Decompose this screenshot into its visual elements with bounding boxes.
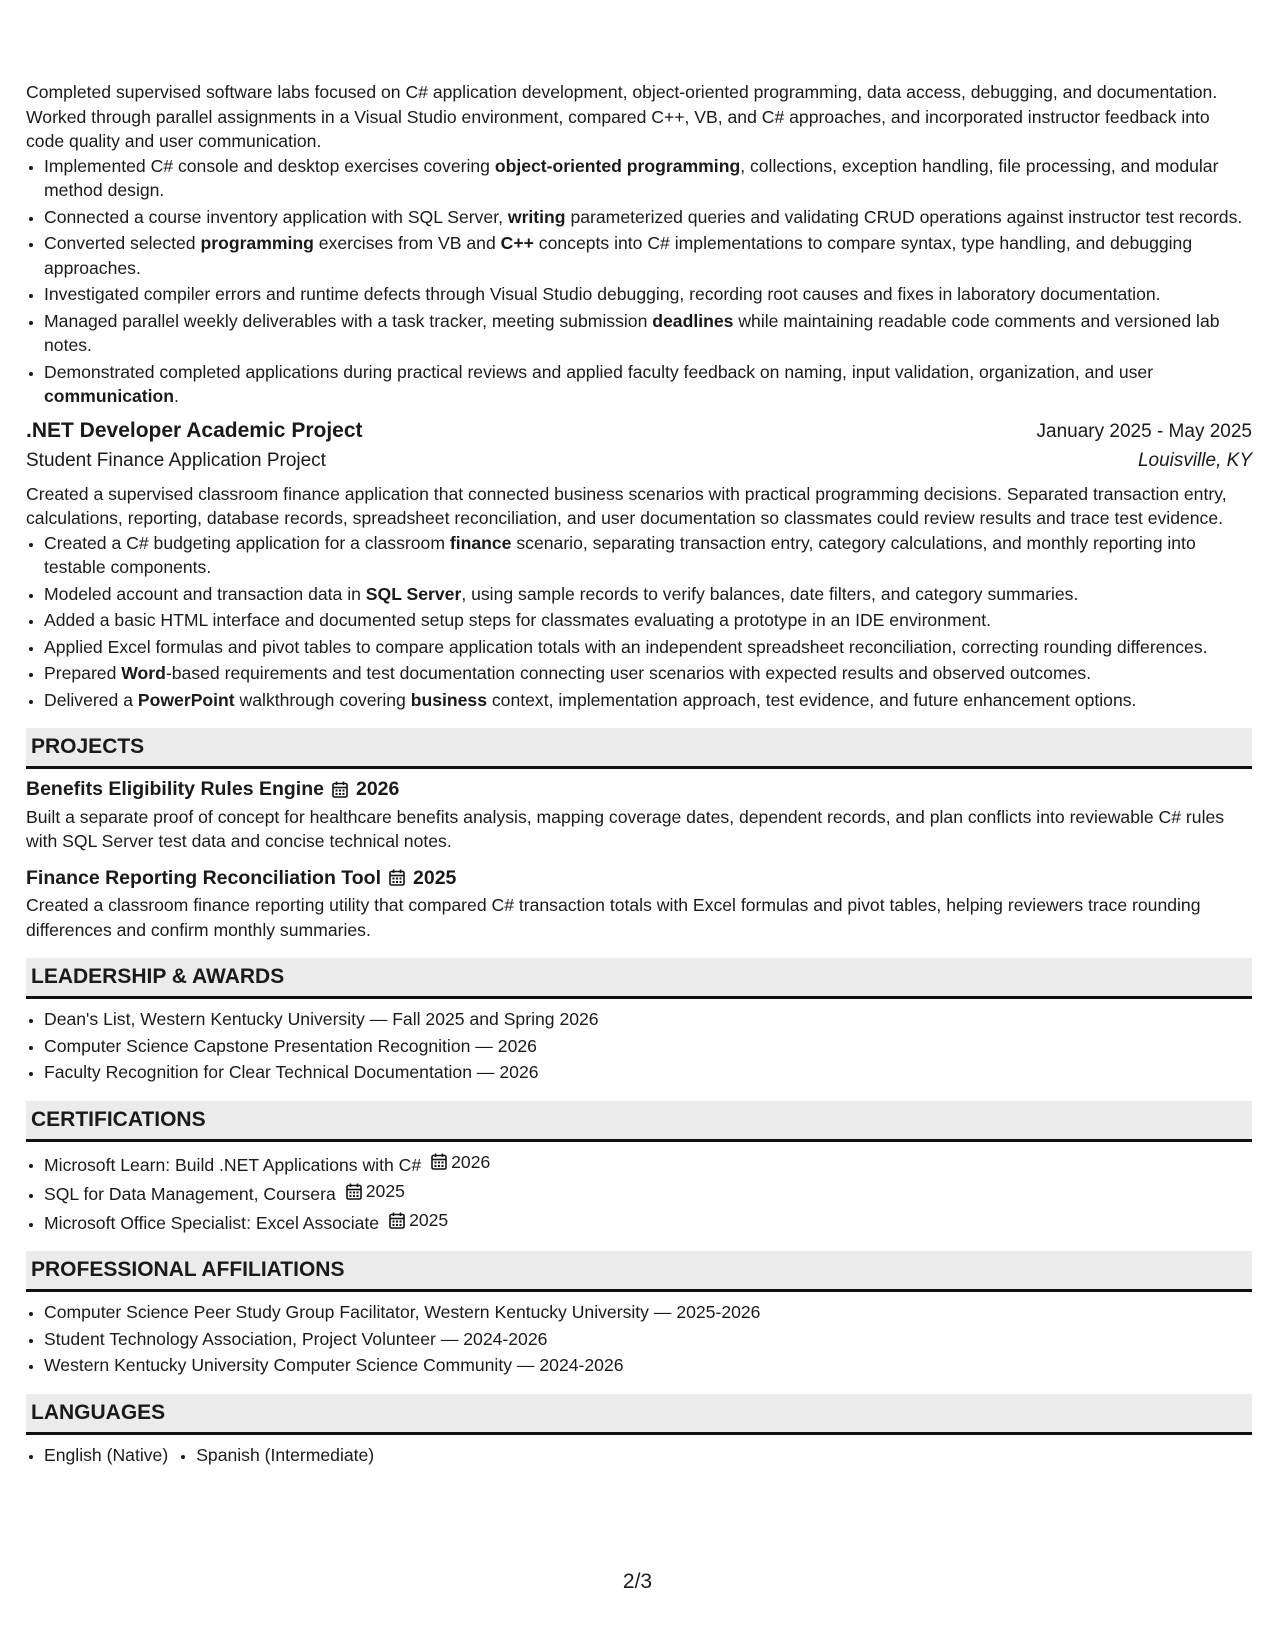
list-item: • Western Kentucky University Computer Science Community — 2024-2026 (44, 1353, 1252, 1378)
certification-year: 2025 (409, 1210, 449, 1230)
language-item: • English (Native) (44, 1443, 168, 1468)
entry-header (26, 419, 1252, 445)
calendar-icon (389, 1212, 405, 1229)
project-item (26, 866, 1252, 943)
list-item: • Delivered a PowerPoint walkthrough covering business context, implementation approach, test evidence, and future enhancement options. (44, 688, 1252, 713)
list-item: • Dean's List, Western Kentucky University — Fall 2025 and Spring 2026 (44, 1007, 1252, 1032)
section-heading: LEADERSHIP & AWARDS (26, 958, 1252, 999)
list-item: • Demonstrated completed applications during practical reviews and applied faculty feedback on naming, input validation, organization, and user communication. (44, 360, 1252, 409)
section-heading: PROJECTS (26, 728, 1252, 769)
calendar-icon (389, 869, 405, 886)
list-item (44, 1150, 1252, 1177)
project-title: Finance Reporting Reconciliation Tool (26, 866, 381, 889)
list-item: • Modeled account and transaction data in SQL Server, using sample records to verify balances, date filters, and category summaries. (44, 582, 1252, 607)
projects-section (26, 728, 1252, 942)
language-item: • Spanish (Intermediate) (196, 1443, 374, 1468)
entry-dates: January 2025 - May 2025 (1036, 420, 1252, 442)
list-item: • Investigated compiler errors and runtime defects through Visual Studio debugging, recording root causes and fixes in laboratory documentation. (44, 282, 1252, 307)
list-item (44, 1208, 1252, 1235)
resume-page (26, 80, 1252, 1467)
section-heading: PROFESSIONAL AFFILIATIONS (26, 1251, 1252, 1292)
affiliations-section (26, 1251, 1252, 1378)
project-title: Benefits Eligibility Rules Engine (26, 778, 324, 800)
list-item: • Student Technology Association, Project Volunteer — 2024-2026 (44, 1327, 1252, 1352)
experience-entry-labs (26, 80, 1252, 409)
certification-name: Microsoft Learn: Build .NET Applications with C# (44, 1154, 422, 1175)
calendar-icon (346, 1183, 362, 1200)
list-item: • Connected a course inventory application with SQL Server, writing parameterized queries and validating CRUD operations against instructor test records. (44, 205, 1252, 230)
certification-name: SQL for Data Management, Coursera (44, 1183, 336, 1204)
list-item: • Applied Excel formulas and pivot tables to compare application totals with an independent spreadsheet reconciliation, correcting rounding differences. (44, 635, 1252, 660)
entry-subheader (26, 449, 1252, 474)
leadership-section (26, 958, 1252, 1085)
certification-year: 2026 (451, 1151, 491, 1172)
list-item: • Computer Science Peer Study Group Facilitator, Western Kentucky University — 2025-2026 (44, 1300, 1252, 1325)
list-item: • Created a C# budgeting application for a classroom finance scenario, separating transaction entry, category calculations, and monthly reporting into testable components. (44, 531, 1252, 580)
entry-summary: Created a supervised classroom finance application that connected business scenarios with practical programming decisions. Separated transaction entry, calculations, reporting, database records, spreadsheet reconciliation, and user documentation so classmates could review results and trace test evidence. (26, 483, 1227, 528)
project-year: 2026 (355, 778, 400, 800)
entry-title: .NET Developer Academic Project (26, 418, 363, 442)
list-item: • Faculty Recognition for Clear Technical Documentation — 2026 (44, 1060, 1252, 1085)
entry-bullets (26, 154, 1252, 409)
entry-summary: Completed supervised software labs focused on C# application development, object-oriented programming, data access, debugging, and documentation. Worked through parallel assignments in a Visual Studio environment, compared C++, VB, and C# approaches, and incorporated instructor feedback into code quality and user communication. (26, 82, 1218, 151)
certification-name: Microsoft Office Specialist: Excel Associate (44, 1212, 380, 1233)
languages-section (26, 1394, 1252, 1468)
calendar-icon (431, 1153, 447, 1170)
experience-entry-dotnet (26, 419, 1252, 713)
list-item: • Prepared Word-based requirements and test documentation connecting user scenarios with expected results and observed outcomes. (44, 661, 1252, 686)
calendar-icon (332, 781, 348, 798)
entry-subtitle: Student Finance Application Project (26, 450, 326, 471)
section-heading: CERTIFICATIONS (26, 1101, 1252, 1142)
entry-location: Louisville, KY (1137, 450, 1252, 471)
list-item: • Converted selected programming exercises from VB and C++ concepts into C# implementations to compare syntax, type handling, and debugging approaches. (44, 231, 1252, 280)
project-description: Built a separate proof of concept for healthcare benefits analysis, mapping coverage dates, dependent records, and plan conflicts into reviewable C# rules with SQL Server test data and concise technical notes. (26, 806, 1225, 851)
project-year: 2025 (413, 866, 457, 889)
entry-bullets (26, 531, 1252, 713)
page-number: 2/3 (622, 1570, 653, 1593)
project-item (26, 777, 1252, 854)
certifications-section (26, 1101, 1252, 1236)
certification-year: 2025 (365, 1180, 405, 1201)
project-description: Created a classroom finance reporting utility that compared C# transaction totals with Excel formulas and pivot tables, helping reviewers trace rounding differences and confirm monthly summaries. (26, 895, 1201, 940)
list-item: • Computer Science Capstone Presentation Recognition — 2026 (44, 1034, 1252, 1059)
list-item: • Added a basic HTML interface and documented setup steps for classmates evaluating a prototype in an IDE environment. (44, 608, 1252, 633)
list-item (44, 1179, 1252, 1206)
list-item: • Managed parallel weekly deliverables with a task tracker, meeting submission deadlines while maintaining readable code comments and versioned lab notes. (44, 309, 1252, 358)
section-heading: LANGUAGES (26, 1394, 1252, 1435)
list-item: • Implemented C# console and desktop exercises covering object-oriented programming, collections, exception handling, file processing, and modular method design. (44, 154, 1252, 203)
